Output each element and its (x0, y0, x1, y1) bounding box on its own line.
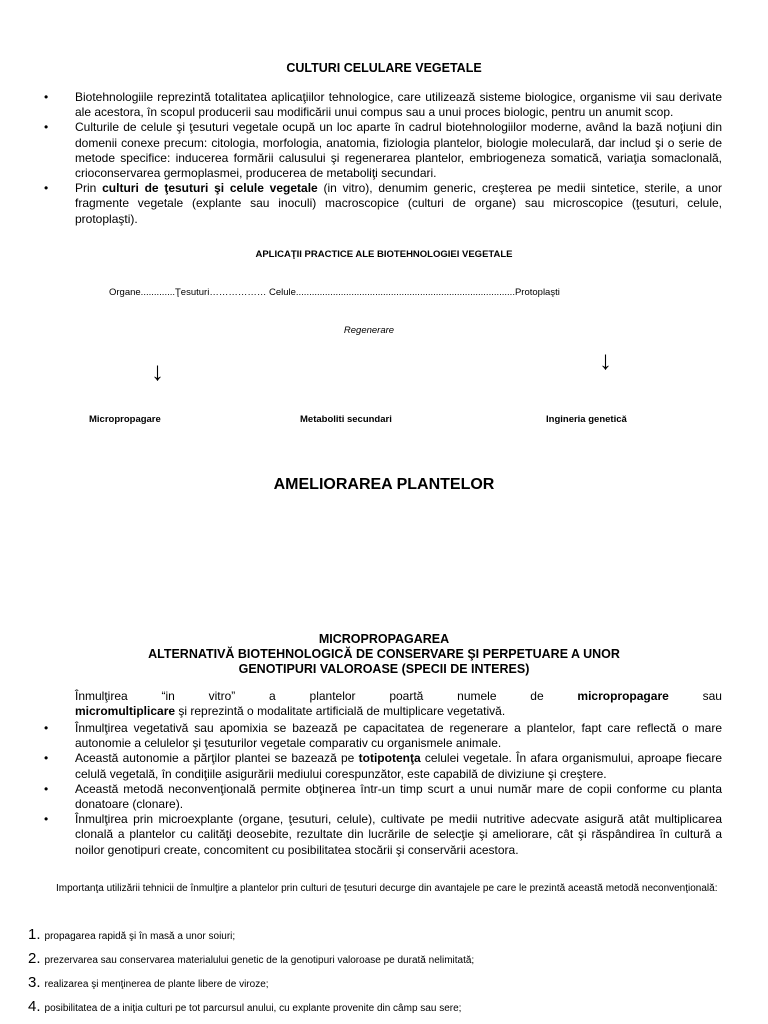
category-metaboliti: Metaboliti secundari (300, 414, 392, 425)
bullet-text-pre: Prin (75, 181, 103, 196)
list-item (44, 782, 722, 812)
bullet-text-bold: culturi de ţesuturi şi celule vegetale (102, 181, 318, 196)
item-text: propagarea rapidă şi în masă a unor soiuri; (44, 931, 236, 942)
bullet-marker: • (44, 812, 49, 827)
item-number: 3. (28, 974, 41, 991)
regenerare-label: Regenerare (343, 325, 395, 336)
numbered-list (28, 926, 748, 1022)
intro-word: plantelor (309, 689, 356, 703)
intro-word: vitro” (208, 689, 236, 703)
item-number: 1. (28, 926, 41, 943)
down-arrow-icon: ↓ (151, 356, 164, 386)
item-text: realizarea şi menţinerea de plante libere de viroze; (44, 979, 269, 990)
bullet-text: Înmulţirea vegetativă sau apomixia se bazează pe capacitatea de regenerare a plantelor, fapt care reflectă o mare autonomie a celulelor şi ţesuturilor vegetale comparativ cu organismele animale. (75, 721, 722, 751)
heading-line: GENOTIPURI VALOROASE (SPECII DE INTERES) (238, 662, 530, 676)
intro-term-micromultiplicare: micromultiplicare (75, 704, 176, 719)
intro-paragraph (75, 689, 722, 719)
organisation-chain: Organe.............Ţesuturi……………… Celule...................................................................................Protoplaşti (109, 287, 560, 298)
list-item (28, 998, 748, 1022)
intro-rest: şi reprezintă o modalitate artificială de multiplicare vegetativă. (175, 704, 506, 719)
heading-line: MICROPROPAGAREA (318, 632, 450, 646)
bullet-text-post: (in vitro), denumim generic, creşterea pe medii sintetice, sterile, a unor fragmente vegetale (explante sau inoculi) macroscopice (culturi de organe) sau microscopice (ţesuturi, celule, protoplaşti). (75, 181, 723, 226)
bullet-text-pre: Această autonomie a părţilor plantei se bazează pe (75, 751, 359, 766)
list-item (44, 120, 722, 181)
bullet-text: Biotehnologiile reprezintă totalitatea aplicaţiilor tehnologice, care utilizează sisteme biologice, organisme vii sau derivate ale acestora, în scopul producerii sau modificării unui compus sau a unui proces biologic, pentru un anumit scop. (75, 90, 722, 120)
bullet-marker: • (44, 120, 49, 135)
importanta-paragraph: Importanţa utilizării tehnicii de înmulţire a plantelor prin culturi de ţesuturi decurge din avantajele pe care le prezintă această metodă neconvenţională: (56, 883, 718, 894)
bullet-marker: • (44, 781, 49, 796)
heading-micropropagarea (0, 632, 768, 677)
intro-word: sau (702, 689, 722, 703)
category-inginerie: Ingineria genetică (546, 414, 627, 425)
bullet-text-bold: totipotenţa (358, 751, 421, 766)
heading-ameliorarea: AMELIORAREA PLANTELOR (273, 476, 495, 493)
item-text: posibilitatea de a iniţia culturi pe tot parcursul anului, cu explante provenite din câmp sau sere; (44, 1003, 462, 1014)
item-number: 2. (28, 950, 41, 967)
bullet-marker: • (44, 90, 49, 104)
list-item (44, 751, 722, 781)
heading-line: ALTERNATIVĂ BIOTEHNOLOGICĂ DE CONSERVARE ŞI PERPETUARE A UNOR (148, 647, 620, 661)
list-item (44, 812, 722, 858)
intro-word: de (530, 689, 544, 703)
list-item (44, 90, 722, 120)
intro-bullet-list (44, 90, 722, 227)
category-micropropagare: Micropropagare (89, 414, 161, 425)
list-item (28, 974, 748, 998)
bullet-marker: • (44, 721, 49, 735)
section-subtitle: APLICAŢII PRACTICE ALE BIOTEHNOLOGIEI VEGETALE (255, 249, 513, 260)
intro-word: “in (161, 689, 175, 703)
list-item (44, 181, 722, 227)
bullet-text: Această metodă neconvenţională permite obţinerea într-un timp scurt a unui număr mare de copii conforme cu planta donatoare (clonare). (75, 781, 722, 812)
intro-word: numele (457, 689, 497, 703)
item-number: 4. (28, 998, 41, 1015)
page-title: CULTURI CELULARE VEGETALE (286, 61, 482, 75)
bullet-text: Culturile de celule şi ţesuturi vegetale ocupă un loc aparte în cadrul biotehnologiilor moderne, având la bază noţiuni din domenii conexe precum: citologia, morfologia, anatomia, fiziologia plantelor, biologie moleculară, dar includ şi o serie de metode specifice: inducerea formării calusului şi regenerarea plantelor, embriogeneza somatică, variaţia somaclonală, crioconservarea germoplasmei, producerea de metaboliţi secundari. (75, 120, 722, 181)
list-item (44, 721, 722, 751)
bullet-text: Înmulţirea prin microexplante (organe, ţesuturi, celule), cultivate pe medii nutritive adecvate asigură atât multiplicarea clonală a plantelor cu calităţi deosebite, rezultate din lucrările de selecţie şi ameliorare, cât şi răspândirea în cultură a noilor genotipuri create, concomitent cu posibilitatea stocării şi conservării acestora. (75, 812, 722, 857)
list-item (28, 950, 748, 974)
intro-word: Înmulţirea (75, 689, 128, 703)
list-item (28, 926, 748, 950)
bullet-marker: • (44, 751, 49, 766)
micro-bullet-list (44, 721, 722, 858)
bullet-text-post: celulei vegetale. În afara organismului, aproape fiecare celulă vegetală, în condiţiile asigurării mediului corespunzător, este capabilă de diviziune şi creştere. (75, 751, 723, 781)
intro-line-1 (75, 689, 722, 704)
item-text: prezervarea sau conservarea materialului genetic de la genotipuri valoroase pe durată nelimitată; (44, 955, 475, 966)
bullet-marker: • (44, 181, 49, 196)
intro-word: poartă (389, 689, 424, 703)
intro-term-micropropagare: micropropagare (577, 689, 669, 703)
intro-word: a (269, 689, 276, 703)
down-arrow-icon: ↓ (599, 345, 612, 375)
intro-line-2 (75, 704, 722, 719)
